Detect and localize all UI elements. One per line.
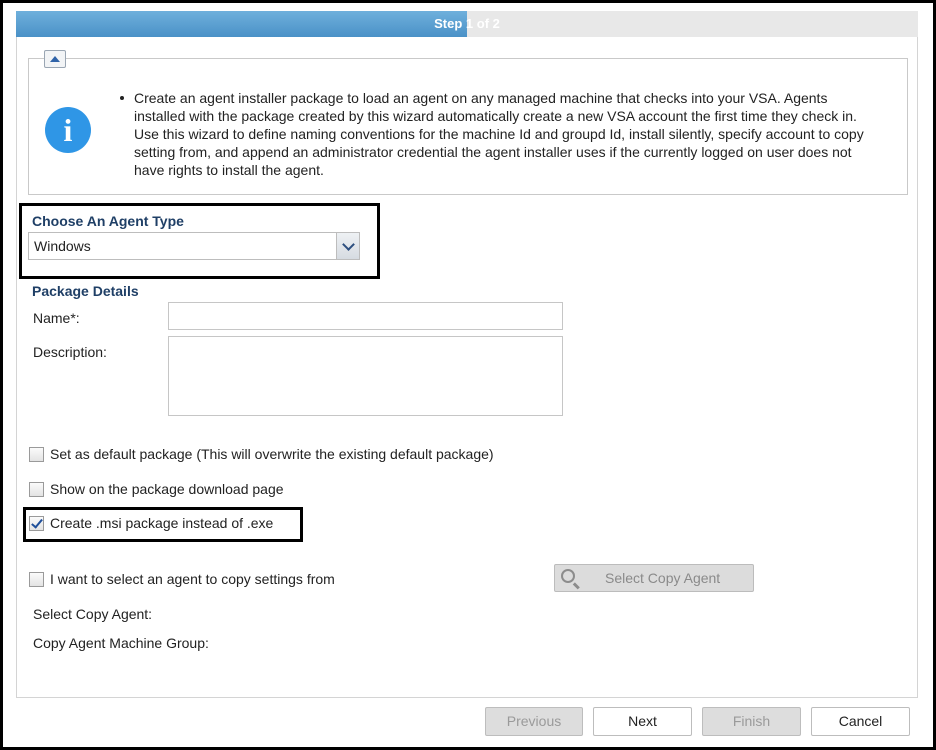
step-progress-bar — [16, 11, 918, 37]
agent-type-selected-value: Windows — [34, 238, 91, 254]
finish-button[interactable]: Finish — [702, 707, 801, 736]
select-copy-agent-label: Select Copy Agent: — [33, 606, 153, 622]
show-download-label: Show on the package download page — [50, 481, 284, 497]
package-details-title: Package Details — [32, 283, 139, 299]
info-description: Create an agent installer package to load an agent on any managed machine that checks into your VSA. Agents installed with the package created by this wizard automatically create a new VSA account the first time they check in. Use this wizard to define naming conventions for the machine Id and groupd Id, install silently, specify account to copy setting from, and append an administrator credential the agent installer uses if the currently logged on user does not have rights to install the agent. — [120, 89, 879, 179]
search-icon — [561, 569, 575, 583]
agent-type-title: Choose An Agent Type — [32, 213, 184, 229]
select-copy-agent-button-label: Select Copy Agent — [605, 570, 721, 586]
description-input[interactable] — [168, 336, 563, 416]
step-indicator: Step 1 of 2 — [434, 16, 500, 31]
select-copy-agent-button[interactable] — [554, 564, 754, 592]
next-button[interactable]: Next — [593, 707, 692, 736]
create-msi-checkbox[interactable] — [29, 516, 44, 531]
copy-settings-label: I want to select an agent to copy settings from — [50, 571, 335, 587]
copy-settings-checkbox[interactable] — [29, 572, 44, 587]
copy-agent-group-label: Copy Agent Machine Group: — [33, 635, 209, 651]
description-label: Description: — [33, 344, 107, 360]
cancel-button[interactable]: Cancel — [811, 707, 910, 736]
show-download-checkbox[interactable] — [29, 482, 44, 497]
previous-button[interactable]: Previous — [485, 707, 583, 736]
create-msi-label: Create .msi package instead of .exe — [50, 515, 274, 531]
default-package-label: Set as default package (This will overwrite the existing default package) — [50, 446, 494, 462]
info-icon: i — [45, 107, 91, 153]
agent-type-select[interactable] — [28, 232, 360, 260]
name-label: Name*: — [33, 310, 80, 326]
collapse-up-icon[interactable] — [44, 50, 66, 68]
default-package-checkbox[interactable] — [29, 447, 44, 462]
name-input[interactable] — [168, 302, 563, 330]
chevron-down-icon[interactable] — [336, 233, 359, 259]
